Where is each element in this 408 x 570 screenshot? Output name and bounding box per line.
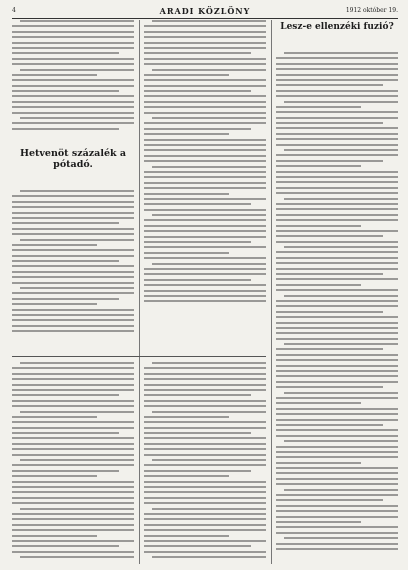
text-line <box>12 416 97 418</box>
text-line <box>144 149 266 151</box>
text-line <box>144 290 266 292</box>
text-line <box>284 101 398 103</box>
text-line <box>12 314 134 316</box>
text-line <box>276 402 361 404</box>
text-line <box>276 74 398 76</box>
text-line <box>276 311 383 313</box>
text-line <box>276 305 398 307</box>
text-line <box>276 214 398 216</box>
text-line <box>284 489 398 491</box>
text-line <box>144 513 266 515</box>
text-line <box>12 545 119 547</box>
text-line <box>144 454 266 456</box>
text-line <box>152 263 266 265</box>
text-line <box>276 127 398 129</box>
text-line <box>20 117 134 119</box>
column-rule <box>139 20 140 564</box>
text-line <box>276 494 398 496</box>
text-line <box>276 63 398 65</box>
column-right <box>276 20 398 564</box>
text-line <box>276 332 398 334</box>
text-line <box>12 464 134 466</box>
text-line <box>144 300 266 302</box>
text-line <box>276 160 383 162</box>
text-line <box>12 373 134 375</box>
text-line <box>12 529 134 531</box>
text-line <box>276 478 398 480</box>
text-line <box>276 456 398 458</box>
text-line <box>144 133 229 135</box>
text-line <box>12 319 134 321</box>
text-line <box>144 182 266 184</box>
text-line <box>144 219 266 221</box>
text-line <box>20 20 134 22</box>
text-line <box>20 411 134 413</box>
text-line <box>12 384 134 386</box>
text-line <box>20 190 134 192</box>
text-line <box>144 106 266 108</box>
text-line <box>12 195 134 197</box>
text-line <box>276 370 398 372</box>
text-line <box>276 122 383 124</box>
text-line <box>144 502 266 504</box>
text-line <box>12 292 134 294</box>
text-line <box>276 526 398 528</box>
text-line <box>276 138 398 140</box>
text-line <box>12 63 134 65</box>
text-line <box>284 343 398 345</box>
text-line <box>276 532 398 534</box>
text-line <box>276 241 398 243</box>
text-line <box>12 518 134 520</box>
text-line <box>144 42 266 44</box>
text-line <box>144 187 266 189</box>
text-line <box>12 491 134 493</box>
body-text <box>12 362 134 561</box>
text-line <box>144 52 251 54</box>
text-line <box>144 236 266 238</box>
text-line <box>144 225 266 227</box>
text-line <box>284 295 398 297</box>
text-line <box>276 510 398 512</box>
text-line <box>276 192 398 194</box>
body-text <box>12 190 134 336</box>
text-line <box>144 284 266 286</box>
text-line <box>276 278 398 280</box>
text-line <box>152 556 266 558</box>
text-line <box>144 31 266 33</box>
text-line <box>12 502 134 504</box>
text-line <box>152 508 266 510</box>
text-line <box>12 303 97 305</box>
page-number: 4 <box>12 7 16 14</box>
text-line <box>144 405 266 407</box>
text-line <box>20 69 134 71</box>
text-line <box>276 225 361 227</box>
text-line <box>12 486 134 488</box>
text-line <box>276 300 398 302</box>
text-line <box>144 529 266 531</box>
text-line <box>144 545 251 547</box>
text-line <box>276 424 383 426</box>
text-line <box>144 155 266 157</box>
text-line <box>144 176 266 178</box>
text-line <box>12 222 119 224</box>
text-line <box>144 193 229 195</box>
text-line <box>152 20 266 22</box>
text-line <box>276 472 398 474</box>
text-line <box>144 279 251 281</box>
text-line <box>276 57 398 59</box>
text-line <box>144 203 251 205</box>
text-line <box>12 249 134 251</box>
text-line <box>152 362 266 364</box>
text-line <box>144 373 266 375</box>
text-line <box>12 432 119 434</box>
text-line <box>276 165 361 167</box>
text-line <box>12 90 119 92</box>
text-line <box>144 230 266 232</box>
text-line <box>276 327 398 329</box>
text-line <box>152 214 266 216</box>
text-line <box>276 95 398 97</box>
text-line <box>276 171 398 173</box>
text-line <box>144 85 266 87</box>
text-line <box>144 112 266 114</box>
text-line <box>276 548 398 550</box>
text-line <box>276 262 398 264</box>
text-line <box>144 497 266 499</box>
text-line <box>144 389 266 391</box>
text-line <box>144 378 266 380</box>
text-line <box>12 122 134 124</box>
text-line <box>144 209 266 211</box>
text-line <box>284 537 398 539</box>
text-line <box>12 101 134 103</box>
text-line <box>12 85 134 87</box>
text-line <box>276 187 398 189</box>
text-line <box>276 79 398 81</box>
text-line <box>144 518 266 520</box>
text-line <box>12 309 134 311</box>
text-line <box>276 483 398 485</box>
text-line <box>276 219 398 221</box>
text-line <box>12 52 119 54</box>
text-line <box>276 235 383 237</box>
text-line <box>144 394 251 396</box>
text-line <box>144 437 266 439</box>
text-line <box>144 384 266 386</box>
text-line <box>12 74 97 76</box>
text-line <box>276 435 398 437</box>
text-line <box>12 265 134 267</box>
text-line <box>12 233 134 235</box>
text-line <box>12 421 134 423</box>
text-line <box>12 470 119 472</box>
text-line <box>144 160 266 162</box>
column-left <box>12 20 134 564</box>
text-line <box>12 535 97 537</box>
text-line <box>276 348 383 350</box>
column-rule <box>271 20 272 564</box>
text-line <box>12 271 134 273</box>
text-line <box>144 268 266 270</box>
text-line <box>152 459 266 461</box>
text-line <box>276 429 398 431</box>
text-line <box>12 437 134 439</box>
masthead <box>12 6 398 19</box>
text-line <box>20 239 134 241</box>
text-line <box>144 63 266 65</box>
text-line <box>284 392 398 394</box>
text-line <box>12 79 134 81</box>
text-line <box>12 276 134 278</box>
text-line <box>12 282 134 284</box>
text-line <box>20 556 134 558</box>
text-line <box>12 95 134 97</box>
text-line <box>276 338 398 340</box>
newspaper-title: ARADI KÖZLÖNY <box>159 6 251 16</box>
text-line <box>144 257 266 259</box>
text-line <box>12 497 134 499</box>
text-line <box>12 443 134 445</box>
text-line <box>144 481 266 483</box>
text-line <box>284 440 398 442</box>
text-line <box>276 257 398 259</box>
body-text <box>144 20 266 306</box>
text-line <box>276 208 398 210</box>
text-line <box>144 198 266 200</box>
text-line <box>20 362 134 364</box>
text-line <box>12 25 134 27</box>
text-line <box>276 230 398 232</box>
text-line <box>12 298 119 300</box>
text-line <box>144 241 251 243</box>
text-line <box>144 524 266 526</box>
text-line <box>144 74 229 76</box>
text-line <box>276 446 398 448</box>
text-line <box>20 459 134 461</box>
text-line <box>152 411 266 413</box>
text-line <box>144 95 266 97</box>
text-line <box>12 128 119 130</box>
text-line <box>144 448 266 450</box>
text-line <box>276 176 398 178</box>
text-line <box>12 394 119 396</box>
text-line <box>276 203 398 205</box>
text-line <box>144 427 266 429</box>
text-line <box>276 289 398 291</box>
text-line <box>144 101 266 103</box>
text-line <box>12 217 134 219</box>
text-line <box>144 443 266 445</box>
text-line <box>12 475 97 477</box>
text-line <box>12 212 134 214</box>
text-line <box>12 31 134 33</box>
text-line <box>276 505 398 507</box>
text-line <box>12 244 97 246</box>
text-line <box>276 251 398 253</box>
text-line <box>144 551 266 553</box>
text-line <box>144 432 251 434</box>
text-line <box>144 171 266 173</box>
text-line <box>144 25 266 27</box>
text-line <box>276 381 398 383</box>
text-line <box>12 255 134 257</box>
text-line <box>144 252 229 254</box>
text-line <box>276 397 398 399</box>
text-line <box>12 106 134 108</box>
text-line <box>144 540 266 542</box>
text-line <box>276 521 361 523</box>
text-line <box>284 149 398 151</box>
text-line <box>276 365 398 367</box>
body-text <box>144 362 266 561</box>
text-line <box>276 386 383 388</box>
text-line <box>12 47 134 49</box>
text-line <box>12 448 134 450</box>
text-line <box>276 354 398 356</box>
text-line <box>276 462 361 464</box>
text-line <box>144 90 251 92</box>
text-line <box>12 42 134 44</box>
text-line <box>144 416 229 418</box>
text-line <box>144 470 251 472</box>
text-line <box>12 378 134 380</box>
column-area <box>12 20 398 564</box>
text-line <box>12 513 134 515</box>
text-line <box>276 181 398 183</box>
text-line <box>276 84 383 86</box>
text-line <box>12 325 134 327</box>
text-line <box>276 516 398 518</box>
text-line <box>276 144 398 146</box>
body-text <box>12 20 134 133</box>
text-line <box>144 122 266 124</box>
text-line <box>144 246 266 248</box>
text-line <box>12 367 134 369</box>
text-line <box>20 508 134 510</box>
text-line <box>276 117 398 119</box>
text-line <box>144 464 266 466</box>
issue-date: 1912 október 19. <box>345 7 398 14</box>
text-line <box>12 400 134 402</box>
text-line <box>12 58 134 60</box>
text-line <box>144 128 251 130</box>
text-line <box>152 166 266 168</box>
text-line <box>276 68 398 70</box>
text-line <box>144 475 229 477</box>
text-line <box>144 295 266 297</box>
text-line <box>144 144 266 146</box>
text-line <box>276 451 398 453</box>
text-line <box>144 491 266 493</box>
text-line <box>276 111 398 113</box>
text-line <box>276 284 361 286</box>
text-line <box>144 36 266 38</box>
text-line <box>144 486 266 488</box>
text-line <box>144 47 266 49</box>
text-line <box>12 389 134 391</box>
article-headline: Hetvenöt százalék a pótadó. <box>19 148 127 170</box>
text-line <box>144 367 266 369</box>
article-headline: Lesz-e ellenzéki fuzió? <box>280 22 394 32</box>
text-line <box>20 287 134 289</box>
text-line <box>276 106 361 108</box>
text-line <box>12 427 134 429</box>
text-line <box>276 359 398 361</box>
text-line <box>12 201 134 203</box>
text-line <box>144 58 266 60</box>
text-line <box>276 499 383 501</box>
column-middle <box>144 20 266 564</box>
text-line <box>12 330 134 332</box>
text-line <box>284 52 398 54</box>
text-line <box>276 316 398 318</box>
text-line <box>12 551 134 553</box>
text-line <box>276 413 398 415</box>
text-line <box>276 268 398 270</box>
text-line <box>12 260 119 262</box>
text-line <box>284 246 398 248</box>
text-line <box>12 36 134 38</box>
text-line <box>144 400 266 402</box>
text-line <box>276 543 398 545</box>
text-line <box>144 79 266 81</box>
text-line <box>144 535 229 537</box>
text-line <box>276 375 398 377</box>
text-line <box>12 524 134 526</box>
text-line <box>276 408 398 410</box>
text-line <box>284 198 398 200</box>
text-line <box>144 421 266 423</box>
text-line <box>152 117 266 119</box>
text-line <box>152 69 266 71</box>
text-line <box>12 481 134 483</box>
text-line <box>144 273 266 275</box>
text-line <box>12 228 134 230</box>
text-line <box>276 154 398 156</box>
text-line <box>12 112 134 114</box>
text-line <box>276 133 398 135</box>
text-line <box>276 90 398 92</box>
text-line <box>12 540 134 542</box>
text-line <box>276 467 398 469</box>
text-line <box>276 419 398 421</box>
text-line <box>276 273 383 275</box>
body-text <box>276 52 398 553</box>
text-line <box>12 454 134 456</box>
text-line <box>144 139 266 141</box>
text-line <box>12 206 134 208</box>
text-line <box>276 322 398 324</box>
text-line <box>12 405 134 407</box>
